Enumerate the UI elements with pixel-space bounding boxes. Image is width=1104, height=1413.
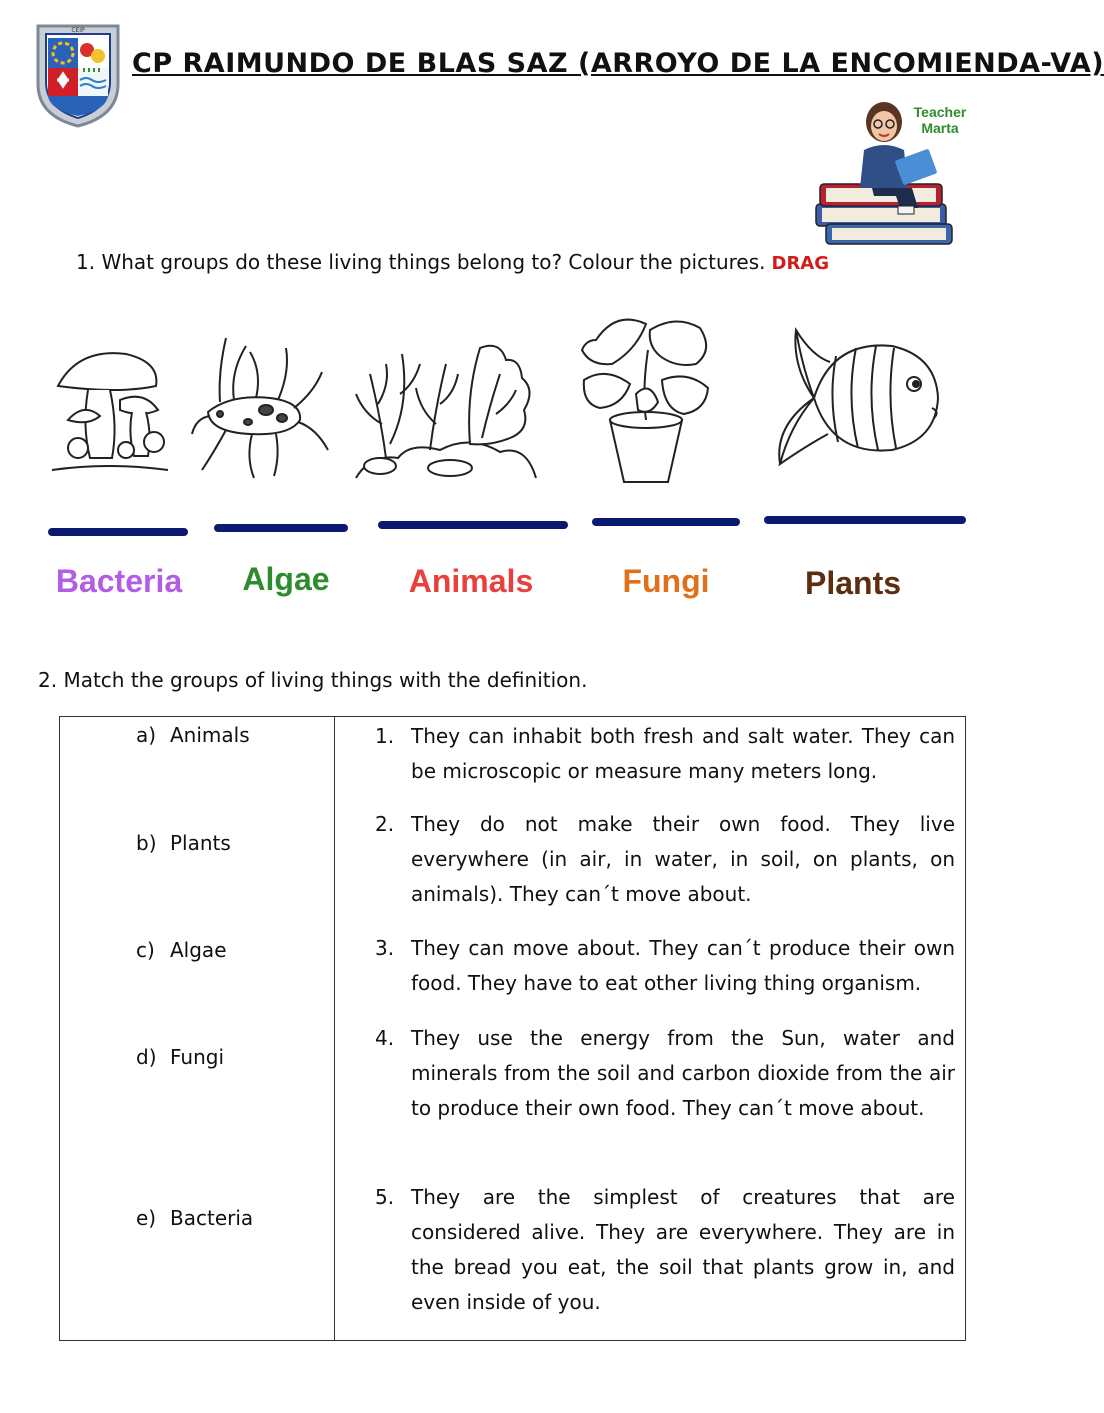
drag-word-animals[interactable]: Animals [408,563,534,599]
definition-item[interactable]: 3. They can move about. They can´t produce their own food. They have to eat other living thing organism. [375,936,955,995]
teacher-label: Teacher Marta [913,104,967,136]
drop-target-2[interactable] [214,524,348,532]
question-2-text: 2. Match the groups of living things with the definition. [38,668,588,692]
group-item[interactable]: e) Bacteria [136,1206,254,1230]
groups-column [60,717,335,1341]
matching-table [59,716,966,1341]
group-item[interactable]: c) Algae [136,938,227,962]
drag-word-algae[interactable]: Algae [242,561,330,597]
drop-target-3[interactable] [378,521,568,529]
definition-item[interactable]: 2. They do not make their own food. They live everywhere (in air, in water, in soil, on plants, on animals). They can´t move about. [375,812,955,906]
drag-word-plants[interactable]: Plants [804,565,902,601]
definition-item[interactable]: 5. They are the simplest of creatures that are considered alive. They are everywhere. They are in the bread you eat, the soil that plants grow in, and even inside of you. [375,1185,955,1314]
question-1-text: 1. What groups do these living things belong to? Colour the pictures. DRAG [76,250,830,274]
definitions-column [335,717,966,1341]
drop-target-5[interactable] [764,516,966,524]
drag-word-fungi[interactable]: Fungi [622,563,710,599]
school-logo [34,22,122,128]
bacterium-picture [190,332,330,482]
drop-target-4[interactable] [592,518,740,526]
drag-instruction: DRAG [771,253,830,274]
school-title: CP RAIMUNDO DE BLAS SAZ (ARROYO DE LA ENCOMIENDA-VA) [132,48,1104,79]
svg-text:CEIP: CEIP [71,27,85,34]
potted-plant-picture [576,310,716,490]
fish-picture [772,326,948,470]
definition-item[interactable]: 1. They can inhabit both fresh and salt water. They can be microscopic or measure many meters long. [375,724,955,783]
group-item[interactable]: a) Animals [136,723,250,747]
drop-target-1[interactable] [48,528,188,536]
definition-item[interactable]: 4. They use the energy from the Sun, water and minerals from the soil and carbon dioxide from the air to produce their own food. They can´t move about. [375,1026,955,1120]
drag-word-bacteria[interactable]: Bacteria [55,563,183,599]
algae-picture [350,334,540,484]
group-item[interactable]: b) Plants [136,831,231,855]
mushrooms-picture [48,346,172,482]
group-item[interactable]: d) Fungi [136,1045,225,1069]
